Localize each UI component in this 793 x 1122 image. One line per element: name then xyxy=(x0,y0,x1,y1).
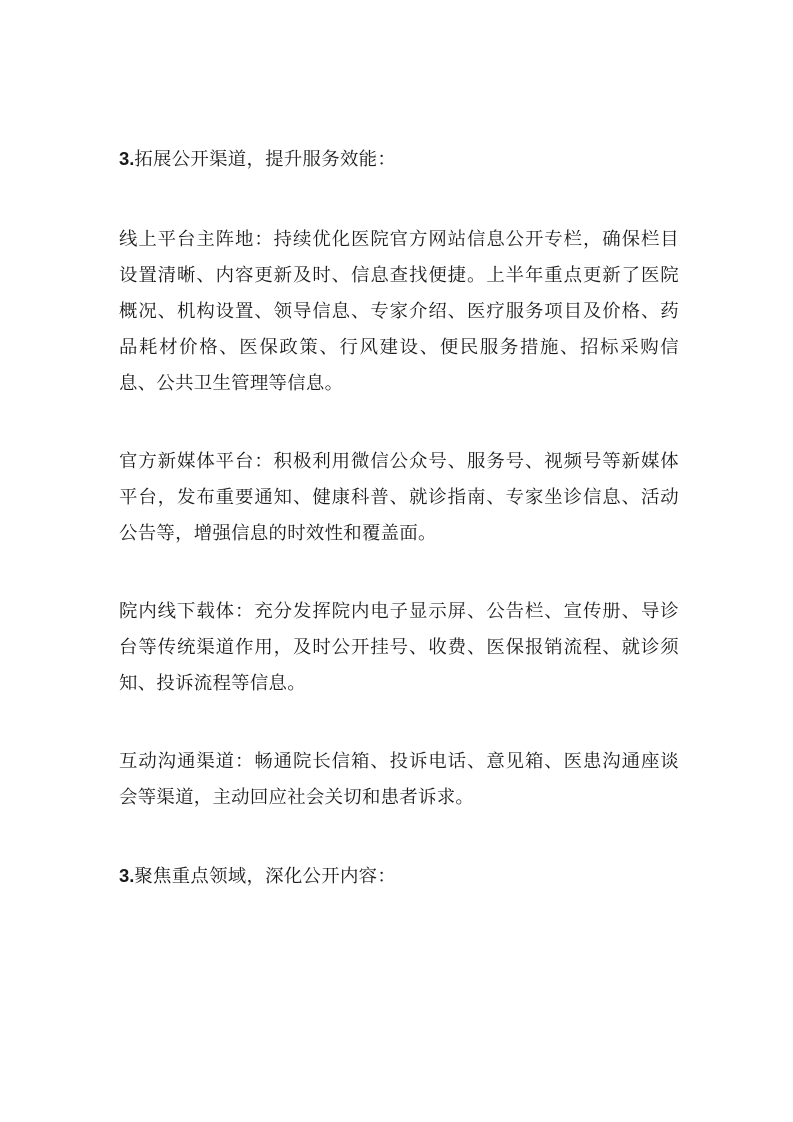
document-body xyxy=(119,141,679,895)
paragraph-new-media: 官方新媒体平台：积极利用微信公众号、服务号、视频号等新媒体平台，发布重要通知、健康科普、就诊指南、专家坐诊信息、活动公告等，增强信息的时效性和覆盖面。 xyxy=(119,451,679,544)
section-heading-expand-channels xyxy=(119,141,679,178)
paragraph-interactive-channels: 互动沟通渠道：畅通院长信箱、投诉电话、意见箱、医患沟通座谈会等渠道，主动回应社会关切和患者诉求。 xyxy=(119,751,679,808)
section-title: 聚焦重点领域，深化公开内容： xyxy=(134,866,397,887)
section-heading-key-areas xyxy=(119,858,679,895)
section-number: 3. xyxy=(119,865,135,886)
section-title: 拓展公开渠道，提升服务效能： xyxy=(134,149,397,170)
paragraph-offline-carriers: 院内线下载体：充分发挥院内电子显示屏、公告栏、宣传册、导诊台等传统渠道作用，及时公开挂号、收费、医保报销流程、就诊须知、投诉流程等信息。 xyxy=(119,601,679,694)
section-number: 3. xyxy=(119,148,135,169)
paragraph-online-platform: 线上平台主阵地：持续优化医院官方网站信息公开专栏，确保栏目设置清晰、内容更新及时、信息查找便捷。上半年重点更新了医院概况、机构设置、领导信息、专家介绍、医疗服务项目及价格、药品耗材价格、医保政策、行风建设、便民服务措施、招标采购信息、公共卫生管理等信息。 xyxy=(119,229,679,394)
